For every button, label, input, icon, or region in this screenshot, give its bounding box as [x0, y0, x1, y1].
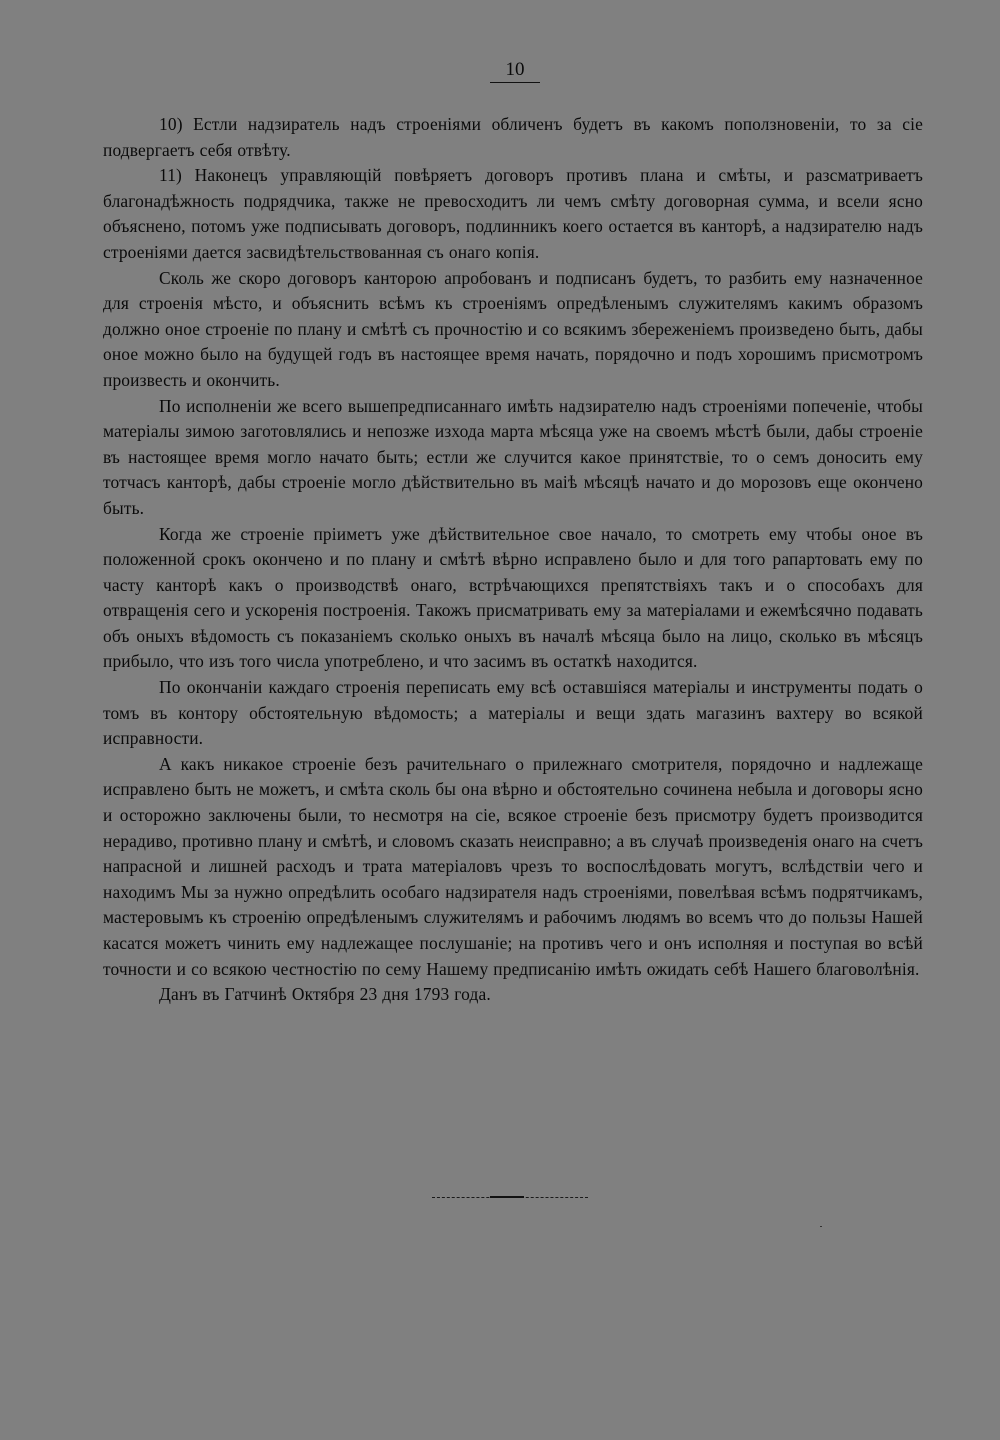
paragraph-supervision: Когда же строеніе пріиметъ уже дѣйствительное свое начало, то смотреть ему чтобы оное въ положенной срокъ окончено и по плану и смѣтѣ вѣрно исправлено было и для того рапартовать ему по часту канторѣ какъ о производствѣ онаго, встрѣчающихся препятствіяхъ такъ и о способахъ для отвращенія сего и ускоренія построенія. Такожъ присматривать ему за матеріалами и ежемѣсячно подавать объ оныхъ вѣдомость съ показаніемъ сколько оныхъ въ началѣ мѣсяца было на лицо, сколько въ мѣсяцъ прибыло, что изъ того числа употреблено, и что засимъ въ остаткѣ находится.	[103, 523, 923, 672]
paragraph-10: 10) Естли надзиратель надъ строеніями обличенъ будетъ въ какомъ поползновеніи, то за сіе подвергаетъ себя отвѣту.	[103, 114, 923, 160]
end-divider-center	[490, 1196, 524, 1198]
paragraph-11: 11) Наконецъ управляющій повѣряетъ договоръ противъ плана и смѣты, и разсматриваетъ благонадѣжность подрядчика, также не превосходитъ ли чемъ смѣту договорная сумма, и всели ясно объяснено, потомъ уже подписывать договоръ, подлинникъ коего остается въ канторѣ, а надзирателю надъ строеніями дается засвидѣтельствованная съ онаго копія.	[103, 165, 923, 262]
paragraph-completion-inventory: По окончаніи каждаго строенія переписать ему всѣ оставшіяся матеріалы и инструменты подать о томъ въ контору обстоятельную вѣдомость; а матеріалы и вещи здать магазинъ вахтеру во всякой исправности.	[103, 677, 923, 749]
paragraph-site-layout: Сколь же скоро договоръ канторою апробованъ и подписанъ будетъ, то разбить ему назначенное для строенія мѣсто, и объяснить всѣмъ къ строеніямъ опредѣленымъ служителямъ какимъ образомъ должно оное строеніе по плану и смѣтѣ съ прочностію и со всякимъ збереженіемъ произведено быть, дабы оное можно было на будущей годъ въ настоящее время начать, порядочно и подъ хорошимъ присмотромъ произвесть и окончить.	[103, 267, 923, 390]
print-speck	[820, 1226, 822, 1227]
document-body	[103, 112, 923, 1008]
closing-date-line: Данъ въ Гатчинѣ Октября 23 дня 1793 года.	[159, 984, 491, 1005]
paragraph-appointment: А какъ никакое строеніе безъ рачительнаго о прилежнаго смотрителя, порядочно и надлежаще исправлено быть не можетъ, и смѣта сколь бы она вѣрно и обстоятельно сочинена небыла и договоры ясно и осторожно заключены были, то несмотря на сіе, всякое строеніе безъ присмотру будетъ производится нерадиво, противно плану и смѣтѣ, и словомъ сказать неисправно; а въ случаѣ произведенія онаго на счетъ напрасной и лишней расходъ и трата матеріаловъ чрезъ то воспослѣдовать могутъ, вслѣдствіи чего и находимъ Мы за нужно опредѣлить особаго надзирателя надъ строеніями, повелѣвая всѣмъ подрятчикамъ, мастеровымъ къ строенію опредѣленымъ служителямъ и рабочимъ людямъ во всемъ что до пользы Нашей касатся можетъ чинить ему надлежащее послушаніе; на противъ чего и онъ исполняя и поступая во всѣй точности и со всякою честностію по сему Нашему предписанію имѣть ожидать себѣ Нашего благоволѣнія.	[103, 753, 923, 979]
page-number: 10	[490, 58, 540, 83]
end-divider	[432, 1197, 588, 1198]
paragraph-materials-prep: По исполненіи же всего вышепредписаннаго имѣть надзирателю надъ строеніями попеченіе, чтобы матеріалы зимою заготовлялись и непозже изхода марта мѣсяца уже на своемъ мѣстѣ были, дабы строеніе въ настоящее время могло начато быть; естли же случится какое принятствіе, то о семъ доносить ему тотчасъ канторѣ, дабы строеніе могло дѣйствительно въ маіѣ мѣсяцѣ начато и до морозовъ еще окончено быть.	[103, 395, 923, 518]
